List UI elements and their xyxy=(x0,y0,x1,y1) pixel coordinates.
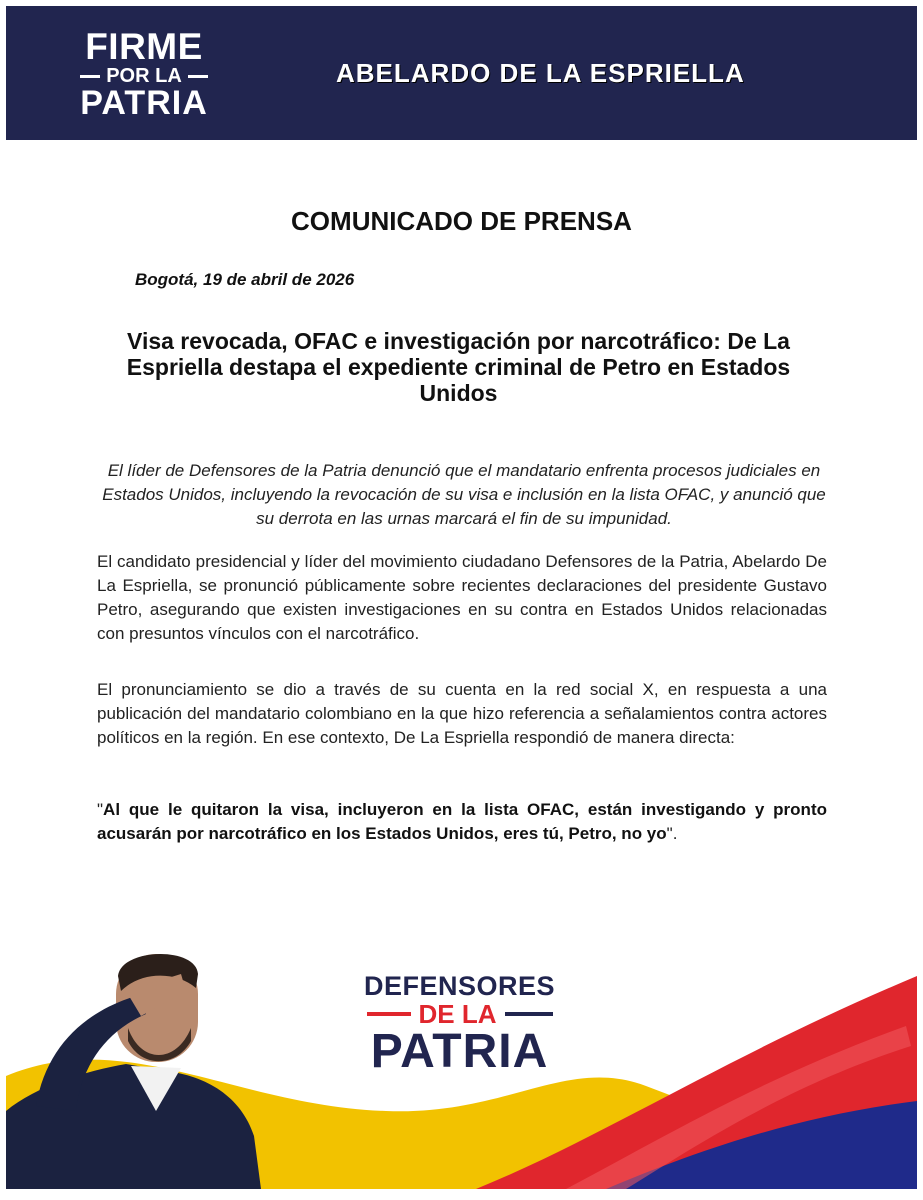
body-paragraph-1: El candidato presidencial y líder del movimiento ciudadano Defensores de la Patria, Abelardo De La Espriella, se pronunció públicamente sobre recientes declaraciones del presidente Gustavo Petro, asegurando que existen investigaciones en su contra en Estados Unidos relacionadas con presuntos vínculos con el narcotráfico. xyxy=(97,552,827,643)
candidate-name: ABELARDO DE LA ESPRIELLA xyxy=(336,58,745,88)
body-paragraph-2: El pronunciamiento se dio a través de su cuenta en la red social X, en respuesta a una publicación del mandatario colombiano en la que hizo referencia a señalamientos contra actores políticos en la región. En ese contexto, De La Espriella respondió de manera directa: xyxy=(97,680,827,747)
logo-dash-left xyxy=(80,75,100,78)
quote-open-mark: " xyxy=(97,800,104,819)
logo-line-firme: FIRME xyxy=(85,26,203,67)
dateline: Bogotá, 19 de abril de 2026 xyxy=(135,270,355,289)
quote-paragraph xyxy=(97,798,827,846)
header-banner xyxy=(6,6,917,140)
logo-dash-right xyxy=(188,75,208,78)
press-release-page xyxy=(6,6,917,1189)
logo-line-por-la xyxy=(64,66,224,86)
logo-bar-red xyxy=(367,1012,411,1016)
defensores-logo-line1: DEFENSORES xyxy=(363,971,556,1001)
document-title: COMUNICADO DE PRENSA xyxy=(291,206,632,236)
headline: Visa revocada, OFAC e investigación por narcotráfico: De La Espriella destapa el expediente criminal de Petro en Estados Unidos xyxy=(126,328,791,406)
quote-text: Al que le quitaron la visa, incluyeron en la lista OFAC, están investigando y pronto acusarán por narcotráfico en los Estados Unidos, eres tú, Petro, no yo xyxy=(97,800,827,843)
defensores-de-la-patria-logo xyxy=(352,972,567,1076)
defensores-logo-line3: PATRIA xyxy=(370,1025,549,1078)
logo-bar-blue xyxy=(505,1012,553,1016)
firme-por-la-patria-logo xyxy=(64,28,224,124)
quote-close-mark: ". xyxy=(666,824,678,843)
logo-line-por-la-text: POR LA xyxy=(106,65,182,87)
defensores-logo-line2-text: DE LA xyxy=(418,999,497,1029)
defensores-logo-line2 xyxy=(352,1000,567,1028)
logo-line-patria: PATRIA xyxy=(80,84,208,122)
lede-paragraph: El líder de Defensores de la Patria denunció que el mandatario enfrenta procesos judiciales en Estados Unidos, incluyendo la revocación de su visa e inclusión en la lista OFAC, y anunció que su derrota en las urnas marcará el fin de su impunidad. xyxy=(102,461,826,528)
footer-banner xyxy=(6,936,917,1189)
